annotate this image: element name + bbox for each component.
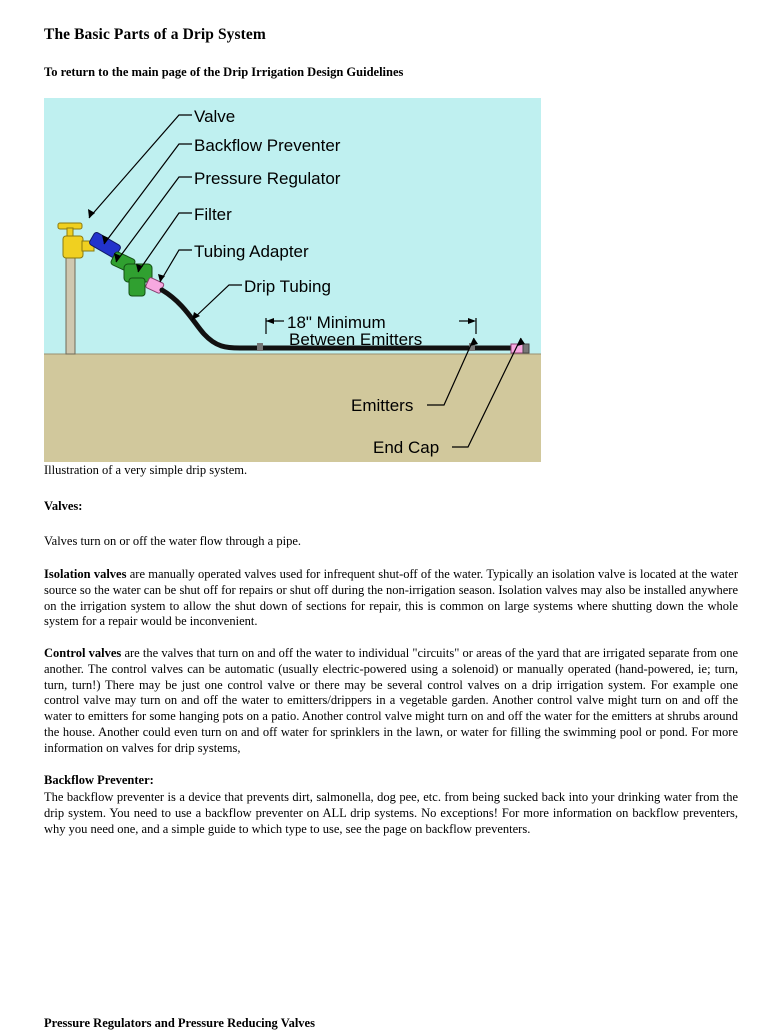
label-between-emitters: Between Emitters (289, 330, 423, 349)
page-title: The Basic Parts of a Drip System (44, 26, 266, 43)
isolation-valves-term: Isolation valves (44, 567, 127, 581)
drip-system-illustration (44, 98, 541, 462)
next-section-heading: Pressure Regulators and Pressure Reducing Valves (44, 1016, 315, 1030)
label-end-cap: End Cap (373, 438, 440, 457)
label-filter: Filter (194, 205, 232, 224)
backflow-paragraph: The backflow preventer is a device that prevents dirt, salmonella, dog pee, etc. from being sucked back into your drinking water from the drip system. You need to use a backflow preventer on ALL drip systems. No exceptions! For more information on backflow preventers, why you need one, and a simple guide to which type to use, see the page on backflow preventers. (44, 790, 738, 836)
control-valves-term: Control valves (44, 646, 122, 660)
control-valves-text: are the valves that turn on and off the water to individual "circuits" or areas of the yard that are irrigated separate from one another. The control valves can be automatic (usually electric-powered using a solenoid) or manually operated (hand-powered, ie; turn, turn, turn!) There may be just one control valve or there may be several control valves on a drip irrigation system. For example one control valve may turn on and off the water to emitters/drippers in a vegetable garden. Another control valve might turn on and off the water to emitters for some hanging pots on a patio. Another control valve might turn on and off the water for the emitters at shrubs around the house. Another could even turn on and off water for sprinklers in the lawn, or water for filling the swimming pool or pond. For more information on valves for drip systems, (44, 646, 738, 755)
isolation-valves-text: are manually operated valves used for infrequent shut-off of the water. Typically an isolation valve is located at the water source so the water can be shut off for repairs or shut off during the non-irrigation season. Isolation valves may also be installed anywhere on the irrigation system to allow the shut down of sections for repair, this is common on large systems where shutting down the whole system for a repair would be inconvenient. (44, 567, 738, 629)
label-drip-tubing: Drip Tubing (244, 277, 331, 296)
valves-heading: Valves: (44, 499, 83, 513)
return-link[interactable]: To return to the main page of the Drip Irrigation Design Guidelines (44, 65, 404, 79)
label-emitters: Emitters (351, 396, 414, 415)
label-valve: Valve (194, 107, 236, 126)
label-minimum: 18" Minimum (287, 313, 386, 332)
label-pressure-regulator: Pressure Regulator (194, 169, 341, 188)
label-tubing-adapter: Tubing Adapter (194, 242, 309, 261)
backflow-heading: Backflow Preventer: (44, 773, 154, 787)
figure-caption: Illustration of a very simple drip system. (44, 463, 248, 477)
isolation-valves-paragraph (44, 567, 738, 630)
ground (44, 354, 541, 462)
label-backflow-preventer: Backflow Preventer (194, 136, 341, 155)
valves-intro: Valves turn on or off the water flow through a pipe. (44, 534, 301, 548)
control-valves-paragraph (44, 646, 738, 757)
